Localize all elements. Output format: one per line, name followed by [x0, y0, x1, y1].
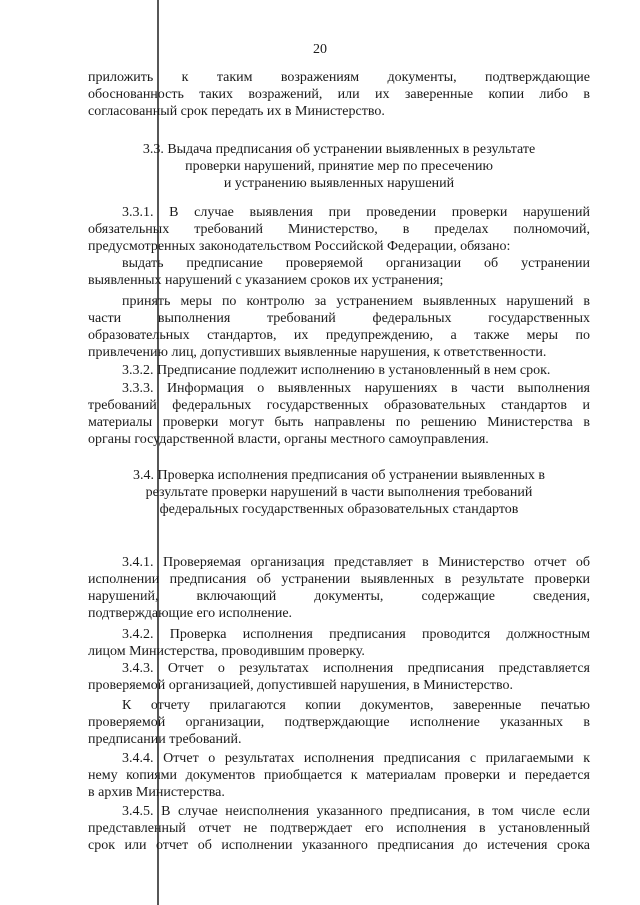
text-line: согласованный срок передать их в Министерство.	[88, 104, 385, 119]
text-line: результате проверки нарушений в части выполнения требований	[145, 485, 533, 500]
text-line: 3.4.2. Проверка исполнения предписания проводится должностным	[122, 627, 590, 642]
text-line: и устранению выявленных нарушений	[223, 176, 455, 191]
text-line: 3.4.3. Отчет о результатах исполнения предписания представляется	[122, 661, 590, 676]
text-line: 3.4.4. Отчет о результатах исполнения предписания с прилагаемыми к	[122, 751, 590, 766]
text-line: обоснованность таких возражений, или их заверенные копии либо в	[88, 87, 590, 102]
text-line: срок или отчет об исполнении указанного предписания до истечения срока	[88, 838, 590, 853]
text-line: предписании требований.	[88, 732, 242, 747]
text-line: обязательных требований Министерство, в пределах полномочий,	[88, 222, 590, 237]
text-line: выявленных нарушений с указанием сроков их устранения;	[88, 273, 444, 288]
text-line: 3.3. Выдача предписания об устранении выявленных в результате	[142, 142, 536, 157]
text-line: К отчету прилагаются копии документов, заверенные печатью	[122, 698, 590, 713]
text-line: части выполнения требований федеральных государственных	[88, 311, 590, 326]
text-line: требований федеральных государственных образовательных стандартов и	[88, 398, 590, 413]
text-line: предусмотренных законодательством Российской Федерации, обязано:	[88, 239, 511, 254]
text-line: федеральных государственных образовательных стандартов	[159, 502, 519, 517]
text-line: исполнении предписания об устранении выявленных в результате проверки	[88, 572, 590, 587]
text-line: 3.3.2. Предписание подлежит исполнению в установленный в нем срок.	[122, 363, 551, 378]
text-line: 3.4. Проверка исполнения предписания об устранении выявленных в	[132, 468, 546, 483]
text-line: проверяемой организацией, допустившей нарушения, в Министерство.	[88, 678, 514, 693]
text-line: лицом Министерства, проводившим проверку.	[88, 644, 365, 659]
text-line: привлечению лиц, допустивших выявленные нарушения, к ответственности.	[88, 345, 547, 360]
text-line: 3.3.1. В случае выявления при проведении проверки нарушений	[122, 205, 590, 220]
text-line: выдать предписание проверяемой организации об устранении	[122, 256, 590, 271]
text-line: приложить к таким возражениям документы, подтверждающие	[88, 70, 590, 85]
page-number: 20	[313, 42, 327, 57]
text-line: нему копиями документов приобщается к материалам проверки и передается	[88, 768, 590, 783]
text-line: 3.4.1. Проверяемая организация представляет в Министерство отчет об	[122, 555, 590, 570]
text-line: представленный отчет не подтверждает его исполнения в установленный	[88, 821, 590, 836]
text-line: нарушений, включающий документы, содержащие сведения,	[88, 589, 590, 604]
text-line: проверки нарушений, принятие мер по пресечению	[185, 159, 493, 174]
text-line: органы государственной власти, органы местного самоуправления.	[88, 432, 489, 447]
text-line: принять меры по контролю за устранением выявленных нарушений в	[122, 294, 590, 309]
text-line: подтверждающие его исполнение.	[88, 606, 293, 621]
text-line: проверяемой организации, подтверждающие исполнение указанных в	[88, 715, 590, 730]
text-line: 3.4.5. В случае неисполнения указанного предписания, в том числе если	[122, 804, 590, 819]
text-line: в архив Министерства.	[88, 785, 225, 800]
text-line: образовательных стандартов, их предупреждению, а также меры по	[88, 328, 590, 343]
text-line: материалы проверки могут быть направлены по решению Министерства в	[88, 415, 590, 430]
text-line: 3.3.3. Информация о выявленных нарушениях в части выполнения	[122, 381, 590, 396]
